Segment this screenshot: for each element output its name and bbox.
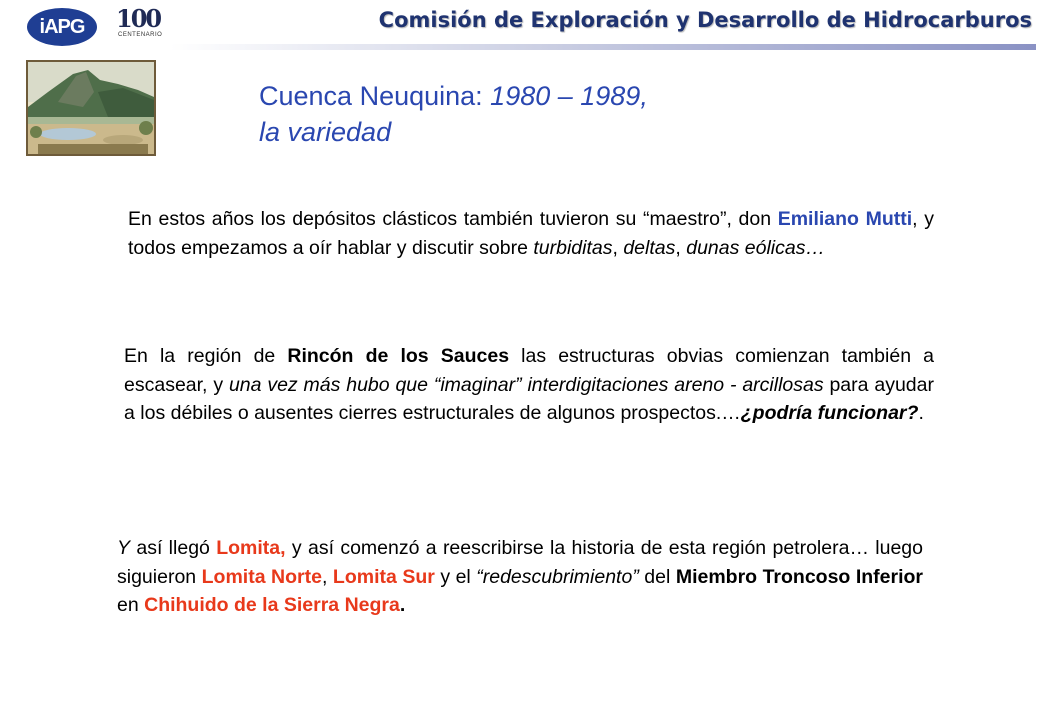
slide-title-years: 1980 – 1989, [490, 81, 648, 111]
p1-text-3: , [612, 236, 624, 259]
p1-text-2: , y todos empezamos a oír hablar y discutir sobre [128, 208, 934, 259]
iapg-logo-text: iAPG [39, 15, 85, 38]
p2-text-4: . [918, 402, 924, 424]
p3-lomita-sur: Lomita Sur [332, 565, 435, 588]
p3-redescubrimiento: “redescubrimiento” [476, 565, 639, 588]
paragraph-rincon [124, 342, 934, 428]
p3-text-1: así llegó [130, 537, 217, 559]
centenario-number: 100 [116, 4, 161, 33]
header-divider [170, 44, 1036, 50]
landscape-painting-image [28, 62, 154, 154]
p2-imaginar: una vez más hubo que “imaginar” interdigitaciones areno - arcillosas [228, 373, 824, 396]
p1-dunas: dunas eólicas… [686, 236, 825, 259]
slide-title [259, 78, 648, 150]
p3-lomita-norte: Lomita Norte [201, 565, 322, 588]
p3-text-5: del [638, 565, 676, 588]
header-title: Comisión de Exploración y Desarrollo de Hidrocarburos [378, 8, 1032, 32]
slide-title-subtitle: la variedad [259, 117, 392, 147]
landscape-painting [26, 60, 156, 156]
p3-final-period: . [399, 594, 406, 616]
p2-text-1: En la región de [124, 345, 288, 367]
p3-lomita: Lomita, [216, 537, 286, 559]
slide-title-region: Cuenca Neuquina: [259, 81, 491, 111]
p3-text-2: y así comenzó a reescribirse la historia de esta región petrolera… luego siguieron [117, 537, 923, 588]
p1-deltas: deltas [623, 236, 676, 259]
iapg-logo [27, 8, 97, 46]
centenario-logo [112, 4, 164, 50]
p1-name-mutti: Emiliano Mutti [777, 208, 913, 230]
p3-chihuido: Chihuido de la Sierra Negra [144, 594, 400, 616]
p1-turbiditas: turbiditas [533, 236, 613, 259]
p3-text-4: y el [434, 565, 477, 588]
p1-text-4: , [675, 236, 687, 259]
p2-podria-funcionar: ¿podría funcionar? [740, 402, 919, 424]
p2-text-3: para ayudar a los débiles o ausentes cierres estructurales de algunos prospectos.… [124, 373, 934, 424]
p3-miembro-troncoso: Miembro Troncoso Inferior [675, 565, 924, 588]
p3-text-3: , [321, 565, 333, 588]
paragraph-mutti [128, 205, 934, 262]
p3-y: Y [117, 537, 131, 559]
paragraph-lomita [117, 534, 923, 620]
p3-text-6: en [117, 594, 145, 616]
p2-rincon-de-los-sauces: Rincón de los Sauces [287, 345, 510, 367]
p2-text-2: las estructuras obvias comienzan también a escasear, y [124, 345, 934, 396]
centenario-caption: CENTENARIO [118, 32, 163, 38]
p1-text-1: En estos años los depósitos clásticos también tuvieron su “maestro”, don [128, 208, 778, 230]
